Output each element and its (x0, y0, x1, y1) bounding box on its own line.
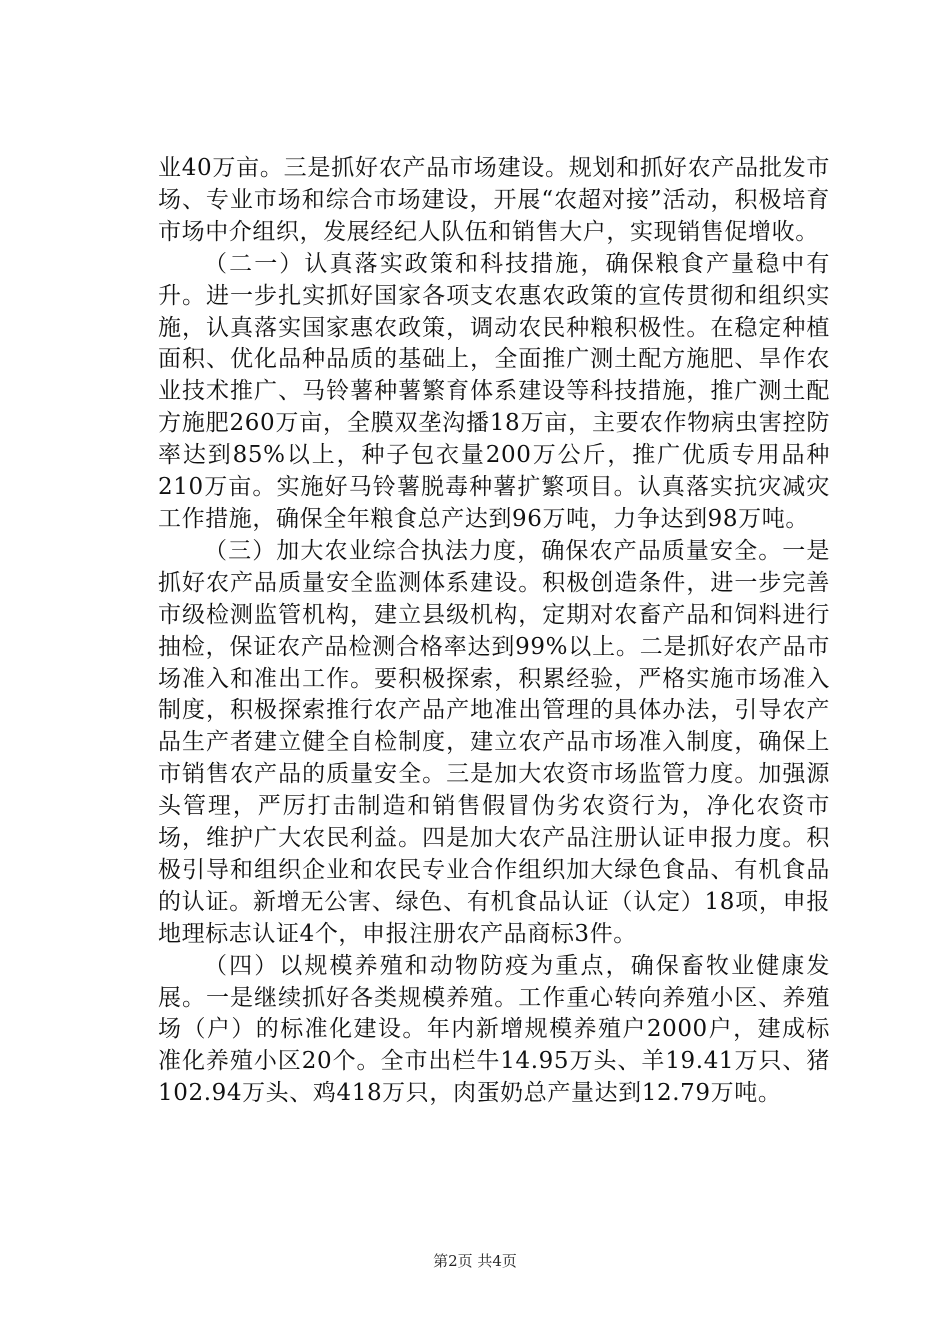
paragraph-section-3: （三）加大农业综合执法力度，确保农产品质量安全。一是抓好农产品质量安全监测体系建设。积极创造条件，进一步完善市级检测监管机构，建立县级机构，定期对农畜产品和饲料进行抽检，保证农产品检测合格率达到99%以上。二是抓好农产品市场准入和准出工作。要积极探索，积累经验，严格实施市场准入制度，积极探索推行农产品产地准出管理的具体办法，引导农产品生产者建立健全自检制度，建立农产品市场准入制度，确保上市销售农产品的质量安全。三是加大农资市场监管力度。加强源头管理，严厉打击制造和销售假冒伪劣农资行为，净化农资市场，维护广大农民利益。四是加大农产品注册认证申报力度。积极引导和组织企业和农民专业合作组织加大绿色食品、有机食品的认证。新增无公害、绿色、有机食品认证（认定）18项，申报地理标志认证4个，申报注册农产品商标3件。 (158, 537, 830, 947)
paragraph-section-2-1: （二一）认真落实政策和科技措施，确保粮食产量稳中有升。进一步扎实抓好国家各项支农惠农政策的宣传贯彻和组织实施，认真落实国家惠农政策，调动农民种粮积极性。在稳定种植面积、优化品种品质的基础上，全面推广测土配方施肥、旱作农业技术推广、马铃薯种薯繁育体系建设等科技措施，推广测土配方施肥260万亩，全膜双垄沟播18万亩，主要农作物病虫害控防率达到85%以上，种子包衣量200万公斤，推广优质专用品种210万亩。实施好马铃薯脱毒种薯扩繁项目。认真落实抗灾减灾工作措施，确保全年粮食总产达到96万吨，力争达到98万吨。 (158, 250, 830, 532)
paragraph-continued: 业40万亩。三是抓好农产品市场建设。规划和抓好农产品批发市场、专业市场和综合市场建设，开展“农超对接”活动，积极培育市场中介组织，发展经纪人队伍和销售大户，实现销售促增收。 (158, 155, 830, 245)
page-number-footer: 第2页 共4页 (433, 1252, 517, 1270)
paragraph-section-4: （四）以规模养殖和动物防疫为重点，确保畜牧业健康发展。一是继续抓好各类规模养殖。工作重心转向养殖小区、养殖场（户）的标准化建设。年内新增规模养殖户2000户，建成标准化养殖小区20个。全市出栏牛14.95万头、羊19.41万只、猪102.94万头、鸡418万只，肉蛋奶总产量达到12.79万吨。 (158, 952, 830, 1107)
document-body (158, 153, 830, 1110)
